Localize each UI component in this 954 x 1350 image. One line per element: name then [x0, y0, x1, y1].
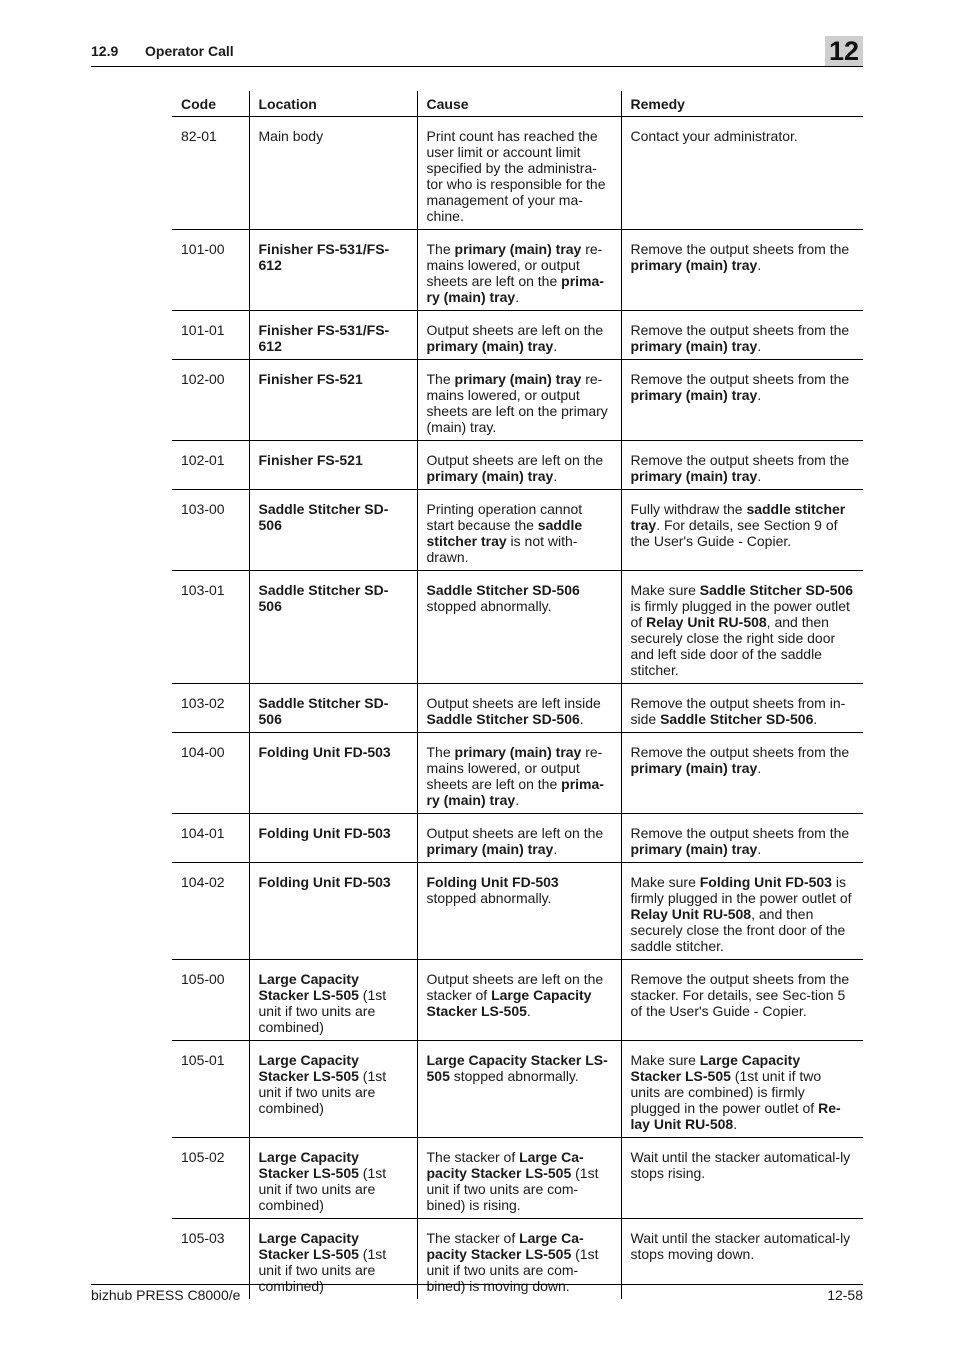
page-header — [91, 36, 863, 67]
text-segment: Output sheets are left on the — [426, 322, 604, 338]
bold-text: saddle stitcher tray — [630, 501, 846, 533]
text-segment: . — [813, 711, 818, 727]
cell-code: 105-02 — [172, 1138, 249, 1219]
bold-text: Folding Unit FD-503 — [426, 874, 559, 890]
text-segment: Wait until the stacker automatical-ly stops rising. — [630, 1149, 851, 1181]
text-segment: (1st unit if two units are combined) — [258, 1246, 387, 1294]
bold-text: primary (main) tray — [630, 841, 758, 857]
cell-remedy — [621, 230, 863, 311]
cell-remedy — [621, 814, 863, 863]
table-row — [172, 960, 863, 1041]
bold-text: Large Ca-pacity Stacker LS-505 — [426, 1149, 584, 1181]
bold-text: Relay Unit RU-508 — [646, 614, 767, 630]
text-segment: , and then securely close the right side door and left side door of the saddle stitcher. — [630, 614, 836, 678]
text-segment: re-mains lowered, or output sheets are left on the — [426, 744, 603, 792]
bold-text: primary (main) tray — [630, 257, 758, 273]
bold-text: prima-ry (main) tray — [426, 273, 604, 305]
cell-code: 104-01 — [172, 814, 249, 863]
cell-location — [249, 863, 417, 960]
bold-text: Large Capacity Stacker LS-505 — [258, 1052, 359, 1084]
text-segment: . — [553, 468, 558, 484]
bold-text: primary (main) tray — [426, 841, 554, 857]
text-segment: Output sheets are left on the stacker of — [426, 971, 604, 1003]
cell-remedy — [621, 490, 863, 571]
cell-location — [249, 311, 417, 360]
bold-text: primary (main) tray — [630, 338, 758, 354]
cell-remedy — [621, 1138, 863, 1219]
bold-text: Large Capacity Stacker LS-505 — [258, 971, 359, 1003]
table-row — [172, 117, 863, 230]
text-segment: Output sheets are left on the — [426, 452, 604, 468]
cell-code: 101-01 — [172, 311, 249, 360]
text-segment: stopped abnormally. — [426, 890, 552, 906]
cell-location — [249, 1219, 417, 1300]
cell-location — [249, 117, 417, 230]
bold-text: Saddle Stitcher SD-506 — [426, 711, 580, 727]
cell-remedy — [621, 571, 863, 684]
text-segment: . — [757, 387, 762, 403]
bold-text: Folding Unit FD-503 — [699, 874, 832, 890]
bold-text: Finisher FS-521 — [258, 371, 363, 387]
cell-code: 104-02 — [172, 863, 249, 960]
text-segment: Remove the output sheets from in-side — [630, 695, 846, 727]
text-segment: Output sheets are left inside — [426, 695, 601, 711]
cell-cause — [417, 960, 621, 1041]
table-row — [172, 863, 863, 960]
cell-cause — [417, 1041, 621, 1138]
text-segment: . For details, see Section 9 of the User's Guide - Copier. — [630, 517, 838, 549]
cell-location — [249, 814, 417, 863]
text-segment: . — [553, 338, 558, 354]
bold-text: Saddle Stitcher SD-506 — [660, 711, 814, 727]
cell-location — [249, 1041, 417, 1138]
text-segment: Contact your administrator. — [630, 128, 798, 144]
bold-text: primary (main) tray — [454, 241, 582, 257]
text-segment: Remove the output sheets from the — [630, 241, 850, 257]
bold-text: Saddle Stitcher SD-506 — [426, 582, 580, 598]
bold-text: Folding Unit FD-503 — [258, 874, 391, 890]
bold-text: primary (main) tray — [426, 468, 554, 484]
chapter-tab: 12 — [825, 36, 863, 66]
cell-cause — [417, 230, 621, 311]
bold-text: Large Ca-pacity Stacker LS-505 — [426, 1230, 584, 1262]
cell-location — [249, 230, 417, 311]
text-segment: Output sheets are left on the — [426, 825, 604, 841]
text-segment: re-mains lowered, or output sheets are left on the primary (main) tray. — [426, 371, 608, 435]
text-segment: is firmly plugged in the power outlet of — [630, 874, 852, 906]
column-header-remedy: Remedy — [621, 91, 863, 117]
text-segment: . — [515, 792, 520, 808]
text-segment: . — [757, 468, 762, 484]
cell-code: 104-00 — [172, 733, 249, 814]
bold-text: primary (main) tray — [454, 371, 582, 387]
cell-code: 105-03 — [181, 1230, 225, 1246]
table-row — [172, 360, 863, 441]
cell-cause — [417, 441, 621, 490]
cell-cause — [417, 863, 621, 960]
text-segment: re-mains lowered, or output sheets are left on the — [426, 241, 603, 289]
bold-text: Relay Unit RU-508 — [630, 906, 752, 922]
cell-code: 101-00 — [172, 230, 249, 311]
cell-remedy — [621, 117, 863, 230]
cell-location — [249, 960, 417, 1041]
cell-cause — [417, 814, 621, 863]
text-segment: (1st unit if two units are combined) — [258, 1068, 387, 1116]
product-name: bizhub PRESS C8000/e — [91, 1287, 241, 1303]
cell-location — [249, 684, 417, 733]
bold-text: primary (main) tray — [426, 338, 554, 354]
cell-cause — [417, 117, 621, 230]
text-segment: (1st unit if two units are combined) — [258, 1165, 387, 1213]
cell-cause — [417, 1138, 621, 1219]
bold-text: Saddle Stitcher SD-506 — [699, 582, 854, 598]
cell-code: 103-02 — [172, 684, 249, 733]
cell-cause — [417, 1219, 621, 1300]
cell-remedy — [621, 311, 863, 360]
bold-text: Saddle Stitcher SD-506 — [258, 582, 389, 614]
text-segment: is firmly plugged in the power outlet of — [630, 598, 850, 630]
text-segment: stopped abnormally. — [426, 598, 552, 614]
table-header-row — [172, 91, 863, 117]
cell-code: 105-01 — [172, 1041, 249, 1138]
text-segment: Make sure — [630, 874, 700, 890]
table-row — [172, 571, 863, 684]
text-segment: Main body — [258, 128, 324, 144]
cell-code: 82-01 — [172, 117, 249, 230]
table-row — [172, 733, 863, 814]
text-segment: . — [733, 1116, 738, 1132]
cell-cause — [417, 733, 621, 814]
text-segment: . — [553, 841, 558, 857]
bold-text: Large Capacity Stacker LS-505 — [258, 1149, 359, 1181]
bold-text: primary (main) tray — [630, 468, 758, 484]
text-segment: (1st unit if two units are com-bined) is moving down. — [426, 1246, 599, 1294]
column-header-cause: Cause — [417, 91, 621, 117]
section-title: Operator Call — [145, 43, 234, 59]
text-segment: Remove the output sheets from the — [630, 825, 850, 841]
bold-text: Saddle Stitcher SD-506 — [258, 501, 389, 533]
bold-text: Folding Unit FD-503 — [258, 825, 391, 841]
text-segment: . — [757, 760, 762, 776]
text-segment: (1st unit if two units are combined) — [258, 987, 387, 1035]
text-segment: stopped abnormally. — [449, 1068, 579, 1084]
cell-code: 102-00 — [172, 360, 249, 441]
bold-text: Large Capacity Stacker LS-505 — [426, 987, 592, 1019]
bold-text: primary (main) tray — [630, 387, 758, 403]
text-segment: Make sure — [630, 582, 700, 598]
text-segment: The stacker of — [426, 1230, 520, 1246]
cell-cause — [417, 311, 621, 360]
table-row — [172, 814, 863, 863]
text-segment: (1st unit if two units are com-bined) is rising. — [426, 1165, 599, 1213]
bold-text: Saddle Stitcher SD-506 — [258, 695, 389, 727]
cell-remedy — [621, 863, 863, 960]
bold-text: Finisher FS-531/FS-612 — [258, 241, 390, 273]
column-header-location: Location — [249, 91, 417, 117]
cell-remedy — [621, 1041, 863, 1138]
text-segment: Remove the output sheets from the stacker. For details, see Sec-tion 5 of the User's Guide - Copier. — [630, 971, 850, 1019]
section-number: 12.9 — [91, 43, 119, 59]
cell-remedy — [621, 441, 863, 490]
cell-cause — [417, 360, 621, 441]
text-segment: Fully withdraw the — [630, 501, 747, 517]
bold-text: primary (main) tray — [454, 744, 582, 760]
cell-code: 105-00 — [172, 960, 249, 1041]
cell-cause — [417, 684, 621, 733]
table-row — [172, 230, 863, 311]
text-segment: Remove the output sheets from the — [630, 452, 850, 468]
cell-location — [249, 1138, 417, 1219]
text-segment: . — [579, 711, 584, 727]
table-row — [172, 1219, 863, 1300]
cell-location — [249, 571, 417, 684]
cell-location — [249, 360, 417, 441]
bold-text: primary (main) tray — [630, 760, 758, 776]
text-segment: . — [757, 841, 762, 857]
bold-text: Finisher FS-521 — [258, 452, 363, 468]
column-header-code: Code — [172, 91, 249, 117]
bold-text: saddle stitcher tray — [426, 517, 583, 549]
table-row — [172, 1041, 863, 1138]
table-row — [172, 1138, 863, 1219]
text-segment: Remove the output sheets from the — [630, 744, 850, 760]
text-segment: . — [757, 257, 762, 273]
table-row — [172, 441, 863, 490]
text-segment: Remove the output sheets from the — [630, 371, 850, 387]
cell-code: 103-00 — [172, 490, 249, 571]
bold-text: Folding Unit FD-503 — [258, 744, 391, 760]
text-segment: The — [426, 241, 455, 257]
cell-cause — [417, 490, 621, 571]
bold-text: Re-lay Unit RU-508 — [630, 1100, 841, 1132]
text-segment: , and then securely close the front door of the saddle stitcher. — [630, 906, 846, 954]
text-segment: Print count has reached the user limit or account limit specified by the administra-tor who is responsible for the management of your ma-chine. — [426, 128, 606, 224]
bold-text: Large Capacity Stacker LS-505 — [426, 1052, 608, 1084]
cell-remedy — [621, 360, 863, 441]
cell-cause — [417, 571, 621, 684]
operator-call-table — [172, 91, 863, 1299]
bold-text: prima-ry (main) tray — [426, 776, 604, 808]
text-segment: Remove the output sheets from the — [630, 322, 850, 338]
table-row — [172, 684, 863, 733]
text-segment: . — [515, 289, 520, 305]
text-segment: is not with-drawn. — [426, 533, 578, 565]
cell-location — [249, 733, 417, 814]
text-segment: . — [757, 338, 762, 354]
cell-location — [249, 490, 417, 571]
cell-code: 102-01 — [172, 441, 249, 490]
cell-code: 103-01 — [172, 571, 249, 684]
table-body — [172, 117, 863, 1300]
text-segment: The — [426, 744, 455, 760]
text-segment: . — [526, 1003, 531, 1019]
page-number: 12-58 — [827, 1287, 863, 1303]
cell-remedy — [621, 960, 863, 1041]
text-segment: Make sure — [630, 1052, 700, 1068]
page-footer — [91, 1284, 863, 1303]
bold-text: Finisher FS-531/FS-612 — [258, 322, 390, 354]
bold-text: Large Capacity Stacker LS-505 — [258, 1230, 359, 1262]
table-row — [172, 490, 863, 571]
text-segment: (1st unit if two units are combined) is firmly plugged in the power outlet of — [630, 1068, 822, 1116]
text-segment: Wait until the stacker automatical-ly stops moving down. — [630, 1230, 851, 1262]
text-segment: The — [426, 371, 455, 387]
cell-remedy — [621, 684, 863, 733]
text-segment: The stacker of — [426, 1149, 520, 1165]
cell-remedy — [621, 733, 863, 814]
bold-text: Large Capacity Stacker LS-505 — [630, 1052, 801, 1084]
text-segment: Printing operation cannot start because the — [426, 501, 583, 533]
table-row — [172, 311, 863, 360]
cell-location — [249, 441, 417, 490]
